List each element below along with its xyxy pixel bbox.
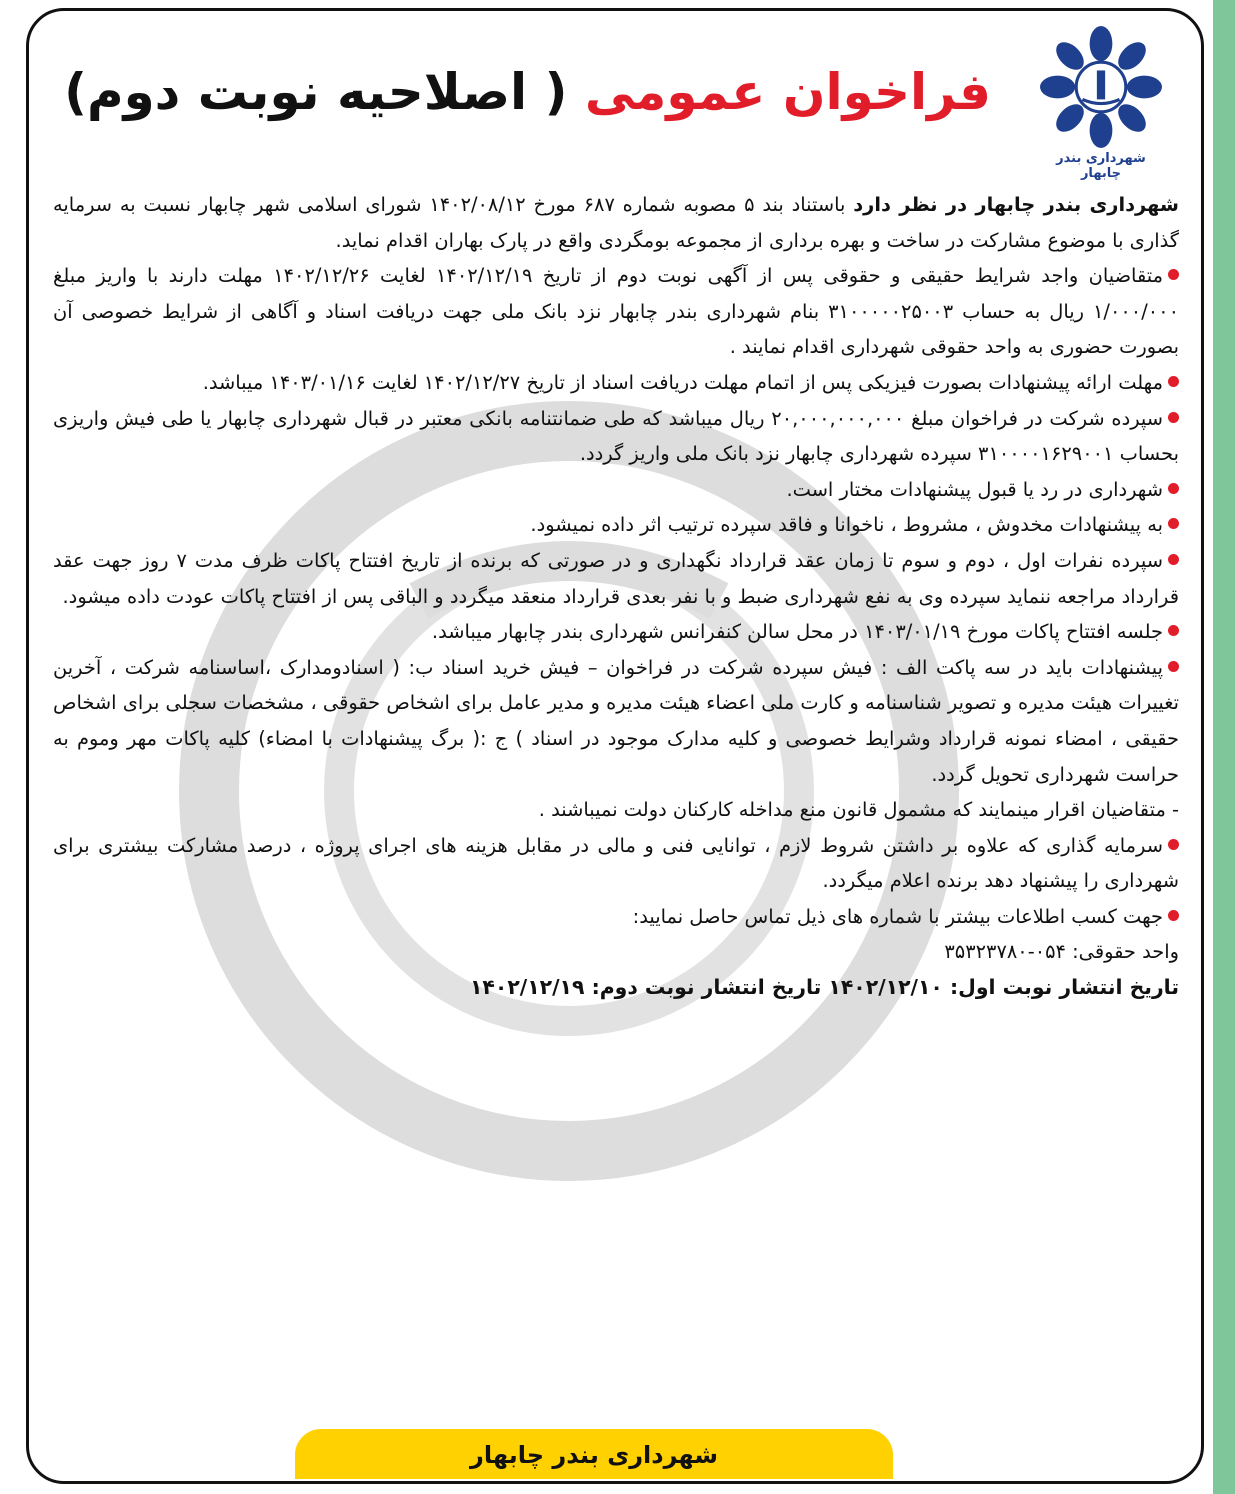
intro-lead: شهرداری بندر چابهار در نظر دارد xyxy=(853,193,1179,216)
bullet-dot-icon xyxy=(1168,412,1179,423)
list-item xyxy=(53,543,1179,614)
notice-frame xyxy=(26,8,1204,1484)
list-item-text: جلسه افتتاح پاکات مورخ ۱۴۰۳/۰۱/۱۹ در محل سالن کنفرانس شهرداری بندر چابهار میباشد. xyxy=(431,620,1163,644)
list-item-text: متقاضیان واجد شرایط حقیقی و حقوقی پس از آگهی نوبت دوم از تاریخ ۱۴۰۲/۱۲/۱۹ لغایت ۱۴۰۲/۱۲/۲۶ مهلت دارند با واریز مبلغ ۱/۰۰۰/۰۰۰ ریال به حساب ۳۱۰۰۰۰۰۲۵۰۰۳ بنام شهرداری بندر چابهار نزد بانک ملی جهت دریافت اسناد و آگاهی از شرایط خصوصی آن بصورت حضوری به واحد حقوقی شهرداری اقدام نمایند . xyxy=(53,264,1179,359)
title-black: ( اصلاحیه نوبت دوم) xyxy=(64,63,568,121)
list-item-text: - متقاضیان اقرار مینمایند که مشمول قانون منع مداخله کارکنان دولت نمیباشند . xyxy=(538,798,1179,822)
list-item xyxy=(53,507,1179,543)
bullet-dot-icon xyxy=(1168,625,1179,636)
bullet-dot-icon xyxy=(1168,910,1179,921)
intro-paragraph xyxy=(53,187,1179,258)
bullet-dot-icon xyxy=(1168,554,1179,565)
bullet-dot-icon xyxy=(1168,269,1179,280)
side-color-band xyxy=(1213,0,1235,1494)
logo-caption: شهرداری بندر چابهار xyxy=(1056,151,1146,181)
publication-dates xyxy=(53,970,1179,1006)
list-item xyxy=(53,365,1179,401)
intro-text: باستناد بند ۵ مصوبه شماره ۶۸۷ مورخ ۱۴۰۲/۰۸/۱۲ شورای اسلامی شهر چابهار نسبت به سرمایه گذاری با موضوع مشارکت در ساخت و بهره برداری از مجموعه بومگردی واقع در پارک بهاران اقدام نماید. xyxy=(53,193,1179,252)
notice-body xyxy=(53,187,1179,1006)
list-item-text: مهلت ارائه پیشنهادات بصورت فیزیکی پس از اتمام مهلت دریافت اسناد از تاریخ ۱۴۰۲/۱۲/۲۷ لغایت ۱۴۰۳/۰۱/۱۶ میباشد. xyxy=(202,370,1163,394)
list-item xyxy=(53,650,1179,792)
logo xyxy=(1035,25,1167,183)
first-publication-date: ۱۴۰۲/۱۲/۱۰ xyxy=(828,975,943,1000)
list-item-text: سپرده شرکت در فراخوان مبلغ ۲۰,۰۰۰,۰۰۰,۰۰۰ ریال میباشد که طی ضمانتنامه بانکی معتبر در قبال شهرداری چابهار یا طی فیش واریزی بحساب ۳۱۰۰۰۰۱۶۲۹۰۰۱ سپرده شهرداری چابهار نزد بانک ملی واریز گردد. xyxy=(53,406,1179,466)
second-publication-date: ۱۴۰۲/۱۲/۱۹ xyxy=(469,975,585,1000)
list-item xyxy=(53,792,1179,828)
chabahar-municipality-emblem-icon xyxy=(1039,25,1163,149)
footer-banner: شهرداری بندر چابهار xyxy=(295,1429,893,1479)
bullet-dot-icon xyxy=(1168,839,1179,850)
list-item xyxy=(53,401,1179,472)
conditions-list xyxy=(53,258,1179,934)
contact-line xyxy=(53,934,1179,970)
list-item-text: به پیشنهادات مخدوش ، مشروط ، ناخوانا و فاقد سپرده ترتیب اثر داده نمیشود. xyxy=(530,513,1163,537)
contact-phone: ۰۵۴-۳۵۳۲۳۷۸۰ xyxy=(944,940,1066,964)
list-item xyxy=(53,899,1179,935)
list-item xyxy=(53,472,1179,508)
list-item-text: شهرداری در رد یا قبول پیشنهادات مختار است. xyxy=(786,477,1163,501)
second-publication-label: تاریخ انتشار نوبت دوم: xyxy=(591,975,822,1000)
list-item xyxy=(53,828,1179,899)
page-title xyxy=(64,63,991,121)
list-item xyxy=(53,258,1179,365)
bullet-dot-icon xyxy=(1168,661,1179,672)
title-red: فراخوان عمومی xyxy=(584,63,991,121)
bullet-dot-icon xyxy=(1168,376,1179,387)
list-item-text: پیشنهادات باید در سه پاکت الف : فیش سپرده شرکت در فراخوان – فیش خرید اسناد ب: ( اسنادومدارک ،اساسنامه شرکت ، آخرین تغییرات هیئت مدیره و تصویر شناسنامه و کارت ملی اعضاء هیئت مدیره و مدیر عامل برای اشخاص حقوقی ، مشخصات سجلی برای اشخاص حقیقی ، امضاء نمونه قرارداد وشرایط خصوصی و کلیه مدارک موجود در اسناد ) ج :( برگ پیشنهادات با امضاء) کلیه پاکات مهر وموم به حراست شهرداری تحویل گردد. xyxy=(53,655,1179,786)
bullet-dot-icon xyxy=(1168,483,1179,494)
first-publication-label: تاریخ انتشار نوبت اول: xyxy=(949,975,1179,1000)
list-item-text: سپرده نفرات اول ، دوم و سوم تا زمان عقد قرارداد نگهداری و در صورتی که برنده از تاریخ افتتاح پاکات ظرف مدت ۷ روز جهت عقد قرارداد مراجعه ننماید سپرده وی به نفع شهرداری ضبط و با نفر بعدی قرارداد منعقد میگردد و الباقی پس از افتتاح پاکات عودت داده میشود. xyxy=(53,548,1179,608)
header xyxy=(29,11,1201,181)
bullet-dot-icon xyxy=(1168,518,1179,529)
contact-label: واحد حقوقی: xyxy=(1072,940,1179,964)
list-item xyxy=(53,614,1179,650)
list-item-text: سرمایه گذاری که علاوه بر داشتن شروط لازم ، توانایی فنی و مالی در مقابل هزینه های اجرای پروژه ، درصد مشارکت بیشتری برای شهرداری را پیشنهاد دهد برنده اعلام میگردد. xyxy=(53,833,1179,893)
list-item-text: جهت کسب اطلاعات بیشتر با شماره های ذیل تماس حاصل نمایید: xyxy=(632,904,1163,928)
